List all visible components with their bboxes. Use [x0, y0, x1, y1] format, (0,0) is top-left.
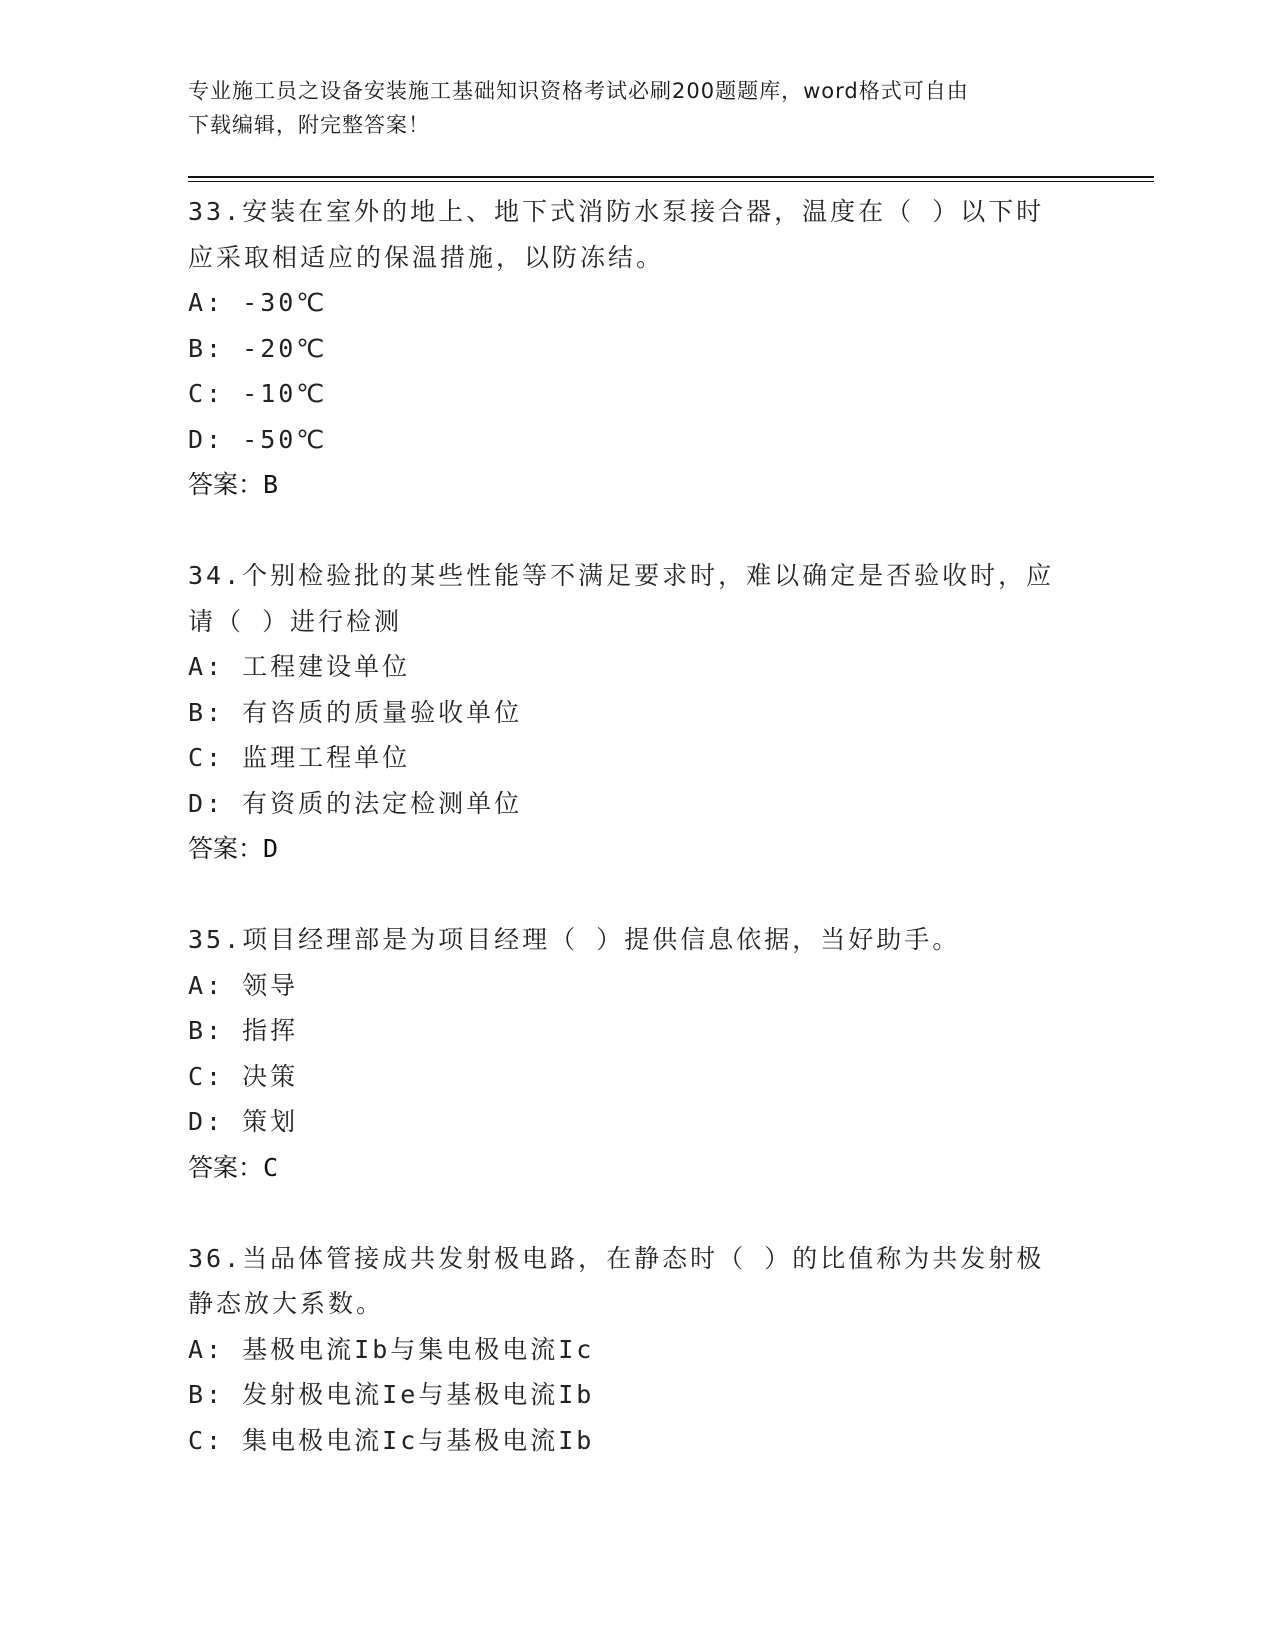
question-stem-line: 34.个别检验批的某些性能等不满足要求时，难以确定是否验收时，应	[188, 561, 1055, 590]
answer-value: D	[263, 834, 279, 863]
option-b: B: -20℃	[188, 333, 328, 363]
option-a: A: 基极电流Ib与集电极电流Ic	[188, 1334, 595, 1364]
answer-value: C	[263, 1152, 279, 1182]
question-stem-line: 应采取相适应的保温措施，以防冻结。	[188, 242, 665, 272]
answer-value: B	[263, 470, 279, 499]
option-c: C: 决策	[188, 1061, 299, 1091]
option-b: B: 发射极电流Ie与基极电流Ib	[188, 1380, 595, 1409]
question-36	[188, 1236, 1088, 1464]
option-c: C: 集电极电流Ic与基极电流Ib	[188, 1425, 595, 1455]
option-c: C: -10℃	[188, 379, 328, 408]
question-33	[188, 189, 1088, 508]
question-stem-line: 36.当品体管接成共发射极电路，在静态时（ ）的比值称为共发射极	[188, 1243, 1045, 1273]
header-line-2: 下载编辑，附完整答案！	[188, 113, 430, 137]
option-d: D: -50℃	[188, 424, 328, 454]
question-spacer	[188, 872, 1088, 918]
question-list	[188, 189, 1088, 1463]
answer-line	[188, 1145, 1088, 1191]
question-stem-line: 33.安装在室外的地上、地下式消防水泵接合器，温度在（ ）以下时	[188, 197, 1045, 226]
option-d: D: 策划	[188, 1107, 299, 1136]
option-a: A: 领导	[188, 970, 299, 1000]
document-header	[188, 74, 1088, 142]
header-divider-thin	[188, 181, 1154, 182]
question-35	[188, 917, 1088, 1190]
option-b: B: 有咨质的质量验收单位	[188, 697, 523, 727]
question-spacer	[188, 1190, 1088, 1236]
header-line-1: 专业施工员之设备安装施工基础知识资格考试必刷200题题库，word格式可自由	[188, 79, 969, 103]
option-a: A: 工程建设单位	[188, 652, 411, 681]
question-stem-line: 静态放大系数。	[188, 1289, 385, 1318]
question-34	[188, 553, 1088, 872]
answer-label: 答案：	[188, 1152, 264, 1182]
option-c: C: 监理工程单位	[188, 743, 411, 772]
answer-line	[188, 462, 1088, 508]
question-stem-line: 35.项目经理部是为项目经理（ ）提供信息依据，当好助手。	[188, 925, 961, 954]
question-spacer	[188, 508, 1088, 554]
answer-label: 答案：	[188, 834, 264, 863]
question-stem-line: 请（ ）进行检测	[188, 606, 403, 636]
option-b: B: 指挥	[188, 1016, 299, 1045]
answer-label: 答案：	[188, 470, 264, 499]
option-d: D: 有资质的法定检测单位	[188, 788, 523, 818]
answer-line	[188, 826, 1088, 872]
header-divider-thick	[188, 176, 1154, 178]
option-a: A: -30℃	[188, 288, 328, 317]
